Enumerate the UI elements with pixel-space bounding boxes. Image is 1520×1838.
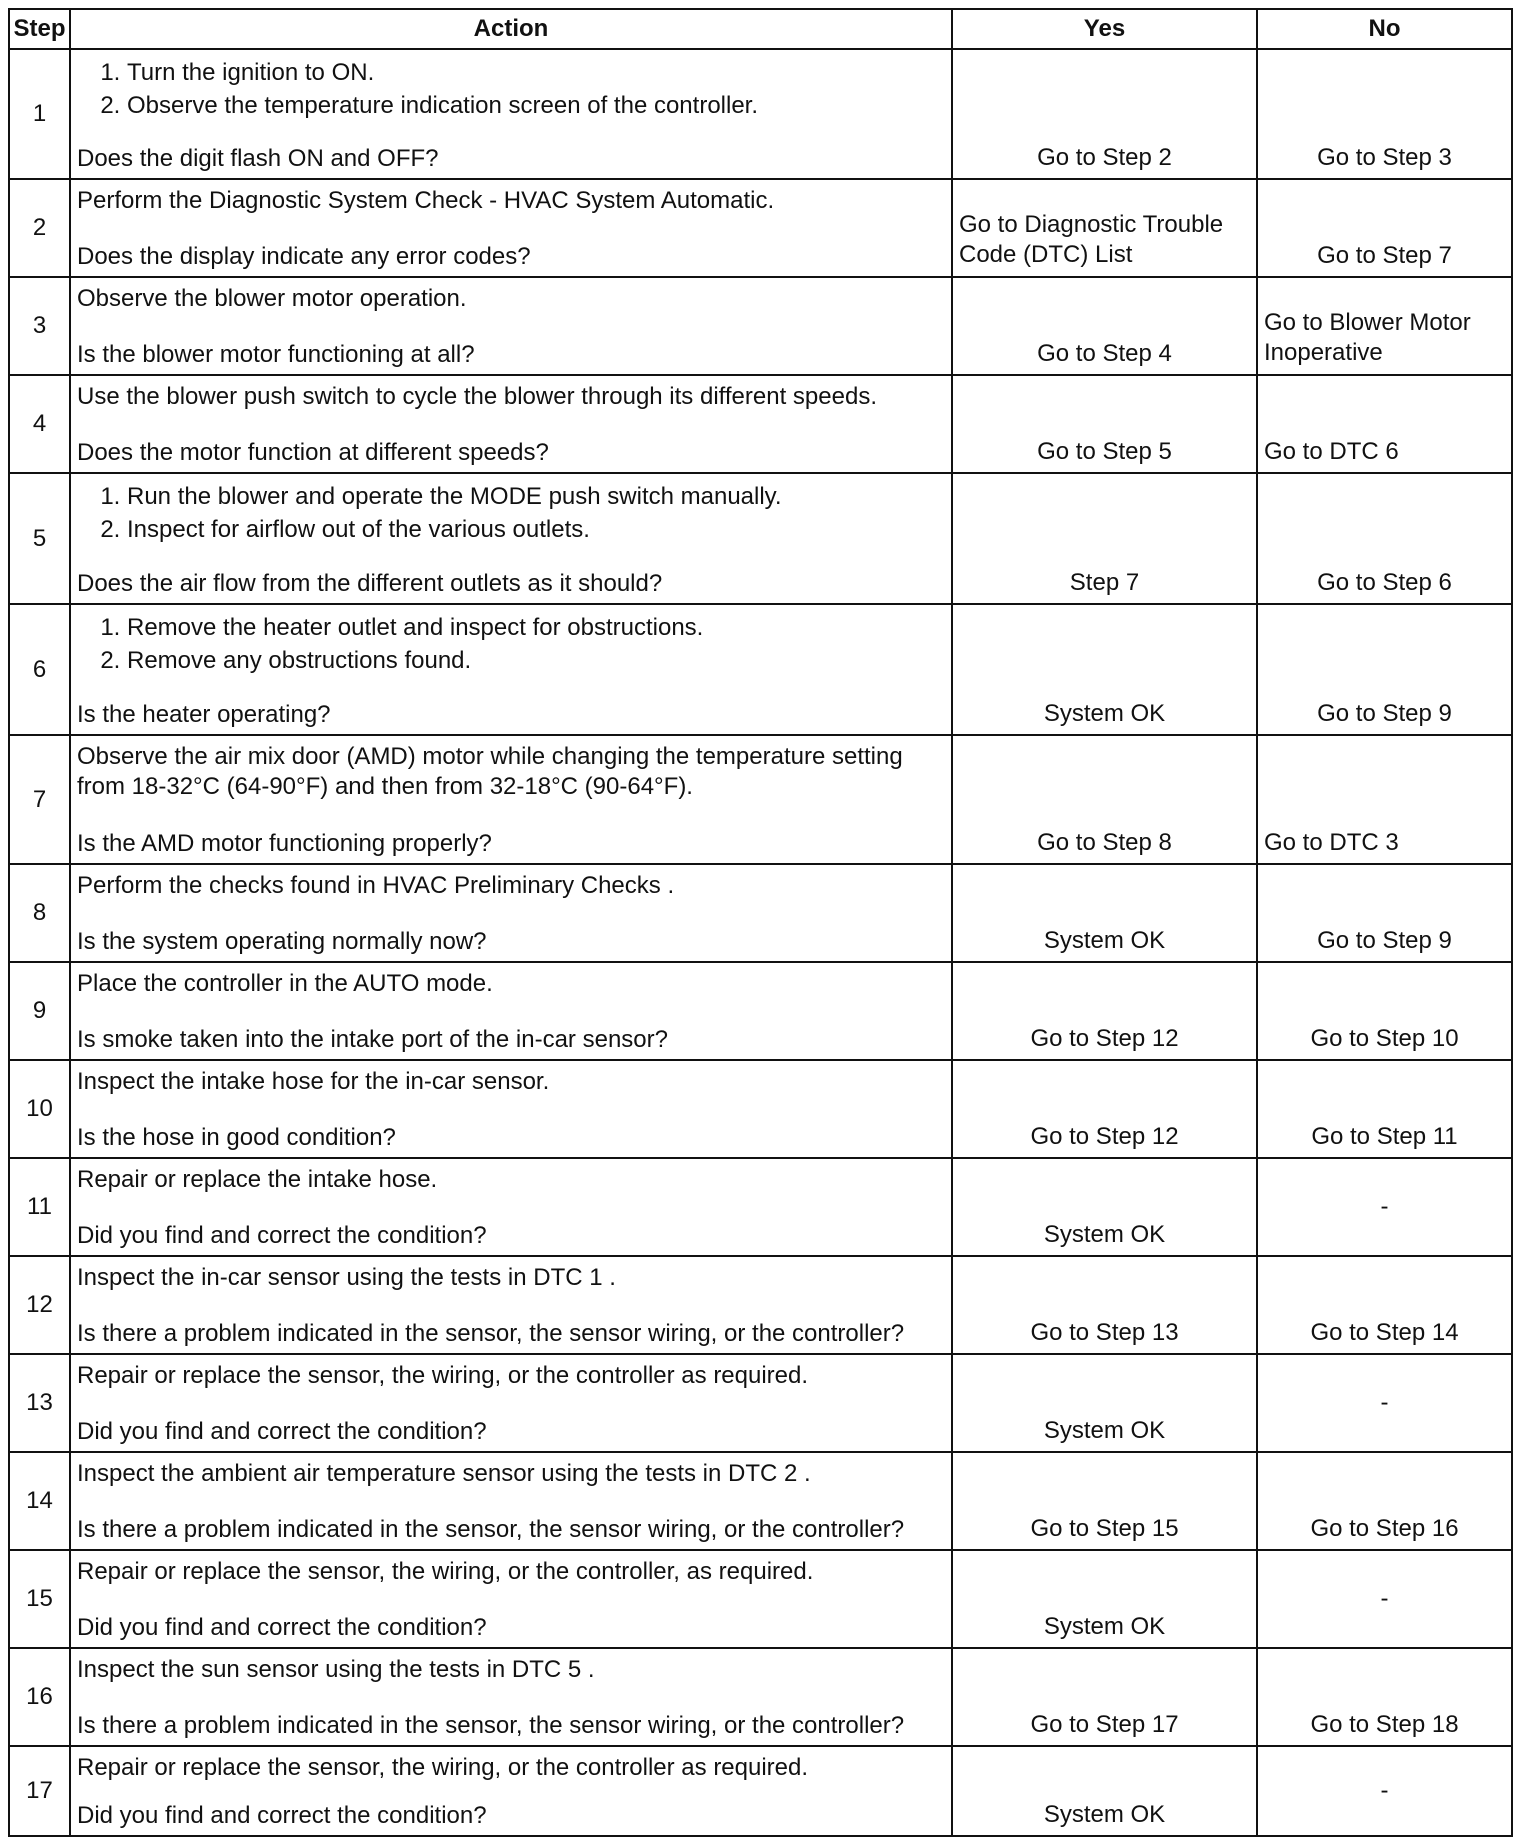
action-text: Perform the checks found in HVAC Preliminary Checks . [77, 872, 675, 899]
action-question: Does the air flow from the different outlets as it should? [77, 570, 663, 597]
yes-cell: Go to Step 15 [952, 1452, 1257, 1550]
step-number: 10 [9, 1060, 70, 1158]
action-text: from 18-32°C (64-90°F) and then from 32-18°C (90-64°F). [77, 773, 693, 800]
table-row [9, 962, 1512, 1060]
step-number: 15 [9, 1550, 70, 1648]
action-cell [70, 962, 952, 1060]
no-cell: - [1257, 1550, 1512, 1648]
step-number: 11 [9, 1158, 70, 1256]
action-question: Is the hose in good condition? [77, 1124, 396, 1151]
action-cell [70, 1158, 952, 1256]
table-row [9, 375, 1512, 473]
action-question: Does the digit flash ON and OFF? [77, 145, 439, 172]
no-cell: - [1257, 1354, 1512, 1452]
action-cell [70, 735, 952, 864]
table-row [9, 604, 1512, 735]
action-cell [70, 1354, 952, 1452]
no-cell: Go to DTC 3 [1257, 735, 1512, 864]
action-text: Inspect the sun sensor using the tests in DTC 5 . [77, 1656, 595, 1683]
table-row [9, 49, 1512, 179]
action-question: Is the system operating normally now? [77, 928, 487, 955]
action-text: Inspect the in-car sensor using the tests in DTC 1 . [77, 1264, 616, 1291]
list-item: 1. Turn the ignition to ON. [127, 56, 945, 89]
step-number: 6 [9, 604, 70, 735]
action-question: Is there a problem indicated in the sensor, the sensor wiring, or the controller? [77, 1712, 905, 1739]
no-cell: - [1257, 1158, 1512, 1256]
yes-cell: Step 7 [952, 473, 1257, 604]
no-line: Inoperative [1264, 339, 1383, 366]
action-list [77, 611, 945, 677]
yes-cell: Go to Step 17 [952, 1648, 1257, 1746]
action-cell [70, 1256, 952, 1354]
action-question: Did you find and correct the condition? [77, 1418, 487, 1445]
action-cell [70, 277, 952, 375]
step-number: 17 [9, 1746, 70, 1836]
action-text: Observe the blower motor operation. [77, 285, 467, 312]
action-list [77, 56, 945, 122]
action-text: Inspect the intake hose for the in-car sensor. [77, 1068, 550, 1095]
header-step: Step [9, 9, 70, 49]
header-row [9, 9, 1512, 49]
yes-cell: System OK [952, 1746, 1257, 1836]
action-question: Is the heater operating? [77, 701, 331, 728]
step-number: 8 [9, 864, 70, 962]
action-question: Is the blower motor functioning at all? [77, 341, 475, 368]
yes-cell: Go to Step 8 [952, 735, 1257, 864]
action-text: Inspect the ambient air temperature sensor using the tests in DTC 2 . [77, 1460, 811, 1487]
action-question: Is there a problem indicated in the sensor, the sensor wiring, or the controller? [77, 1320, 905, 1347]
action-question: Did you find and correct the condition? [77, 1614, 487, 1641]
action-cell [70, 49, 952, 179]
yes-cell: System OK [952, 1158, 1257, 1256]
action-text: Observe the air mix door (AMD) motor while changing the temperature setting [77, 743, 903, 770]
list-item: 2. Observe the temperature indication screen of the controller. [127, 89, 945, 122]
header-no: No [1257, 9, 1512, 49]
action-question: Is the AMD motor functioning properly? [77, 830, 492, 857]
table-row [9, 735, 1512, 864]
yes-cell [952, 179, 1257, 277]
table-row [9, 864, 1512, 962]
step-number: 13 [9, 1354, 70, 1452]
step-number: 7 [9, 735, 70, 864]
no-line: Go to Blower Motor [1264, 309, 1471, 336]
yes-cell: Go to Step 12 [952, 1060, 1257, 1158]
header-yes: Yes [952, 9, 1257, 49]
action-question: Is smoke taken into the intake port of the in-car sensor? [77, 1026, 668, 1053]
yes-cell: Go to Step 5 [952, 375, 1257, 473]
action-text: Repair or replace the sensor, the wiring, or the controller as required. [77, 1362, 809, 1389]
step-number: 16 [9, 1648, 70, 1746]
yes-cell: Go to Step 13 [952, 1256, 1257, 1354]
action-text: Repair or replace the sensor, the wiring, or the controller as required. [77, 1754, 809, 1781]
yes-cell: Go to Step 12 [952, 962, 1257, 1060]
table-row [9, 1452, 1512, 1550]
action-cell [70, 1550, 952, 1648]
action-question: Did you find and correct the condition? [77, 1222, 487, 1249]
action-text: Use the blower push switch to cycle the blower through its different speeds. [77, 383, 877, 410]
no-cell: Go to Step 6 [1257, 473, 1512, 604]
table-row [9, 473, 1512, 604]
diagnostic-table [8, 8, 1513, 1837]
action-cell [70, 1060, 952, 1158]
action-cell [70, 473, 952, 604]
action-text: Place the controller in the AUTO mode. [77, 970, 493, 997]
yes-cell: Go to Step 4 [952, 277, 1257, 375]
table-row [9, 1060, 1512, 1158]
step-number: 12 [9, 1256, 70, 1354]
list-item: 2. Remove any obstructions found. [127, 644, 945, 677]
no-cell: Go to Step 11 [1257, 1060, 1512, 1158]
action-question: Does the display indicate any error codes? [77, 243, 531, 270]
table-row [9, 1354, 1512, 1452]
table-row [9, 1746, 1512, 1836]
no-cell: Go to Step 18 [1257, 1648, 1512, 1746]
diagnostic-table-page [8, 8, 1511, 1830]
step-number: 4 [9, 375, 70, 473]
action-text: Repair or replace the intake hose. [77, 1166, 438, 1193]
action-text: Repair or replace the sensor, the wiring, or the controller, as required. [77, 1558, 814, 1585]
no-cell: Go to Step 10 [1257, 962, 1512, 1060]
yes-cell: System OK [952, 1354, 1257, 1452]
yes-line: Code (DTC) List [959, 241, 1133, 268]
no-cell: Go to Step 16 [1257, 1452, 1512, 1550]
no-cell: Go to DTC 6 [1257, 375, 1512, 473]
yes-cell: System OK [952, 1550, 1257, 1648]
no-cell: - [1257, 1746, 1512, 1836]
step-number: 2 [9, 179, 70, 277]
no-cell: Go to Step 9 [1257, 864, 1512, 962]
no-cell: Go to Step 3 [1257, 49, 1512, 179]
step-number: 14 [9, 1452, 70, 1550]
no-cell: Go to Step 14 [1257, 1256, 1512, 1354]
list-item: 1. Run the blower and operate the MODE push switch manually. [127, 480, 945, 513]
yes-line: Go to Diagnostic Trouble [959, 211, 1224, 238]
header-action: Action [70, 9, 952, 49]
table-row [9, 1256, 1512, 1354]
yes-cell: System OK [952, 604, 1257, 735]
table-row [9, 1648, 1512, 1746]
no-cell: Go to Step 9 [1257, 604, 1512, 735]
step-number: 5 [9, 473, 70, 604]
action-cell [70, 604, 952, 735]
action-cell [70, 179, 952, 277]
table-row [9, 1158, 1512, 1256]
action-question: Did you find and correct the condition? [77, 1802, 487, 1829]
yes-cell: Go to Step 2 [952, 49, 1257, 179]
action-cell [70, 1648, 952, 1746]
no-cell [1257, 277, 1512, 375]
action-cell [70, 1746, 952, 1836]
table-row [9, 277, 1512, 375]
action-question: Is there a problem indicated in the sensor, the sensor wiring, or the controller? [77, 1516, 905, 1543]
list-item: 1. Remove the heater outlet and inspect for obstructions. [127, 611, 945, 644]
table-row [9, 1550, 1512, 1648]
action-text: Perform the Diagnostic System Check - HVAC System Automatic. [77, 187, 775, 214]
action-list [77, 480, 945, 546]
list-item: 2. Inspect for airflow out of the various outlets. [127, 513, 945, 546]
table-row [9, 179, 1512, 277]
step-number: 9 [9, 962, 70, 1060]
action-cell [70, 375, 952, 473]
action-cell [70, 1452, 952, 1550]
no-cell: Go to Step 7 [1257, 179, 1512, 277]
action-question: Does the motor function at different speeds? [77, 439, 549, 466]
step-number: 3 [9, 277, 70, 375]
yes-cell: System OK [952, 864, 1257, 962]
action-cell [70, 864, 952, 962]
step-number: 1 [9, 49, 70, 179]
